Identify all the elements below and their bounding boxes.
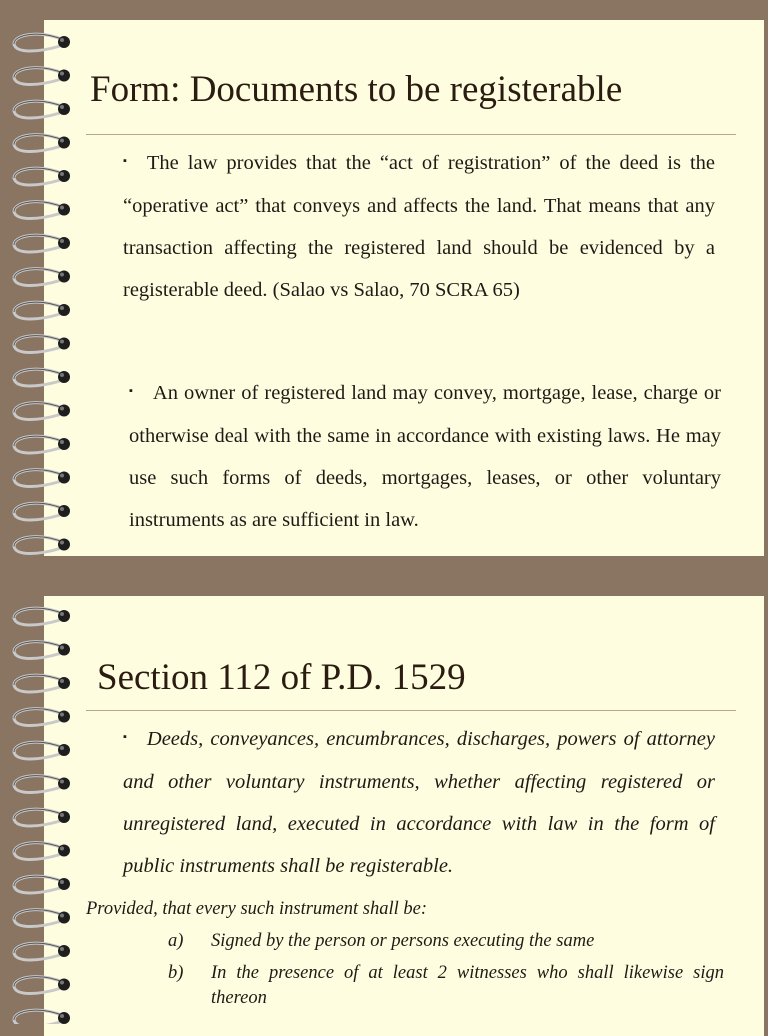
coil-loop (14, 470, 70, 487)
coil-loop (14, 809, 70, 826)
slide-1 (44, 20, 764, 556)
coil-loop (14, 135, 70, 152)
coil-loop (14, 742, 70, 759)
bullet-1-text: The law provides that the “act of registration” of the deed is the “operative act” that conveys and affects the land. That means that any transaction affecting the registered land should be evidenced by a registerable deed. (Salao vs Salao, 70 SCRA 65) (123, 152, 715, 302)
item-text: In the presence of at least 2 witnesses who shall likewise sign thereon (211, 963, 724, 1008)
coil-loop (14, 537, 70, 554)
title-divider (86, 710, 736, 711)
slide-2-title: Section 112 of P.D. 1529 (97, 657, 466, 698)
coil-loop (14, 910, 70, 927)
coil-loop (14, 101, 70, 118)
proviso-text: Provided, that every such instrument shall be: (86, 899, 427, 919)
coil-loop (14, 403, 70, 420)
slide-1-bullet-1 (123, 142, 715, 311)
slide-1-bullet-2 (129, 372, 721, 541)
title-divider (86, 134, 736, 135)
coil-loop (14, 436, 70, 453)
coil-loop (14, 269, 70, 286)
coil-loop (14, 608, 70, 625)
coil-loop (14, 202, 70, 219)
coil-loop (14, 642, 70, 659)
coil-loop (14, 68, 70, 85)
coil-loop (14, 943, 70, 960)
coil-loop (14, 709, 70, 726)
coil-loop (14, 876, 70, 893)
list-item (168, 929, 724, 955)
bullet-2-text: An owner of registered land may convey, mortgage, lease, charge or otherwise deal with the same in accordance with existing laws. He may use such forms of deeds, mortgages, leases, or other voluntary instruments as are sufficient in law. (129, 382, 721, 532)
list-item (168, 961, 724, 1013)
slide-2-bullet (123, 718, 715, 887)
item-text: Signed by the person or persons executing the same (211, 931, 595, 951)
bullet-text: Deeds, conveyances, encumbrances, discharges, powers of attorney and other voluntary instruments, whether affecting registered or unregistered land, executed in accordance with law in the form of public instruments shall be registerable. (123, 728, 715, 878)
coil-loop (14, 235, 70, 252)
coil-loop (14, 1010, 70, 1024)
bullet-marker-icon: ▪ (123, 155, 127, 168)
item-label: b) (168, 963, 184, 983)
coil-loop (14, 675, 70, 692)
bullet-marker-icon: ▪ (123, 731, 127, 744)
bullet-marker-icon: ▪ (129, 385, 133, 398)
slide-1-title: Form: Documents to be registerable (90, 69, 623, 110)
coil-loop (14, 168, 70, 185)
coil-loop (14, 34, 70, 51)
coil-loop (14, 336, 70, 353)
coil-loop (14, 843, 70, 860)
coil-loop (14, 977, 70, 994)
coil-loop (14, 503, 70, 520)
coil-loop (14, 302, 70, 319)
coil-loop (14, 369, 70, 386)
spiral-binding-icon (0, 20, 80, 556)
coil-loop (14, 776, 70, 793)
item-label: a) (168, 931, 184, 951)
spiral-binding-icon (0, 596, 80, 1024)
